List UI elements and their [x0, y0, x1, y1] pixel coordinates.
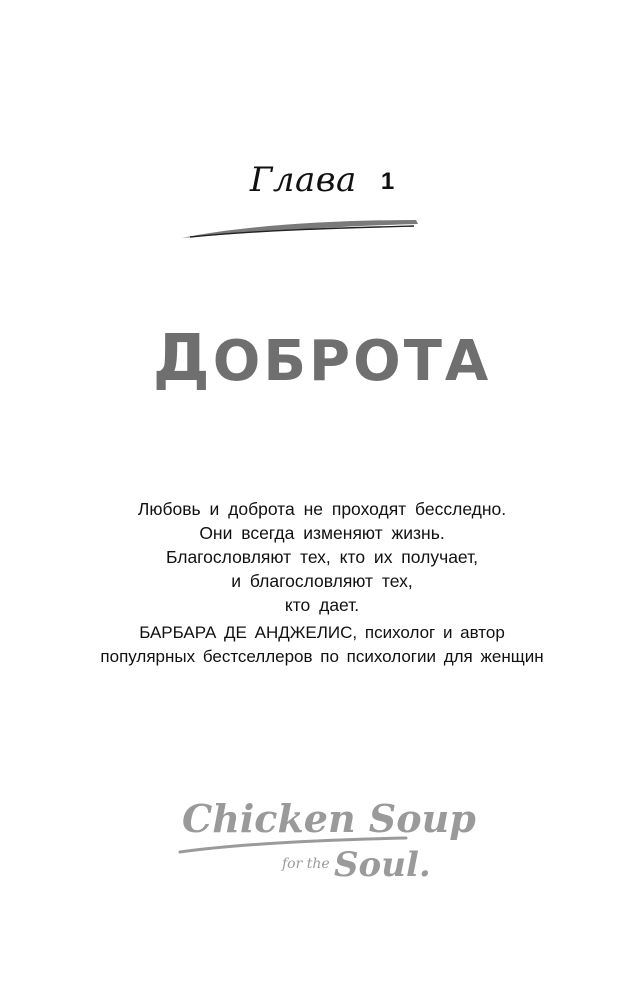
logo-graphic [178, 780, 476, 890]
decorative-swoosh [180, 212, 420, 242]
quote-line: кто дает. [284, 595, 360, 615]
logo-soul: Soul. [334, 845, 431, 885]
quote-line: и благословляют тех, [231, 571, 413, 591]
chapter-label: Глава [249, 160, 357, 200]
quote-line: Благословляют тех, кто их получает, [165, 547, 479, 567]
quote-attribution [0, 621, 644, 669]
chapter-title-initial: Д [152, 322, 213, 396]
epigraph-quote [0, 497, 644, 617]
chicken-soup-logo [178, 780, 476, 890]
logo-line1: Chicken Soup [182, 796, 476, 841]
logo-for-the: for the [282, 856, 330, 872]
attribution-line: популярных бестселлеров по психологии для женщин [100, 647, 544, 666]
chapter-number: 1 [380, 168, 395, 195]
quote-line: Любовь и доброта не проходят бесследно. [137, 499, 507, 519]
chapter-title [0, 322, 644, 396]
attribution-line: БАРБАРА ДЕ АНДЖЕЛИС, психолог и автор [139, 623, 505, 642]
chapter-title-rest: ОБРОТА [212, 329, 492, 394]
quote-line: Они всегда изменяют жизнь. [199, 523, 445, 543]
chapter-heading [0, 160, 644, 200]
